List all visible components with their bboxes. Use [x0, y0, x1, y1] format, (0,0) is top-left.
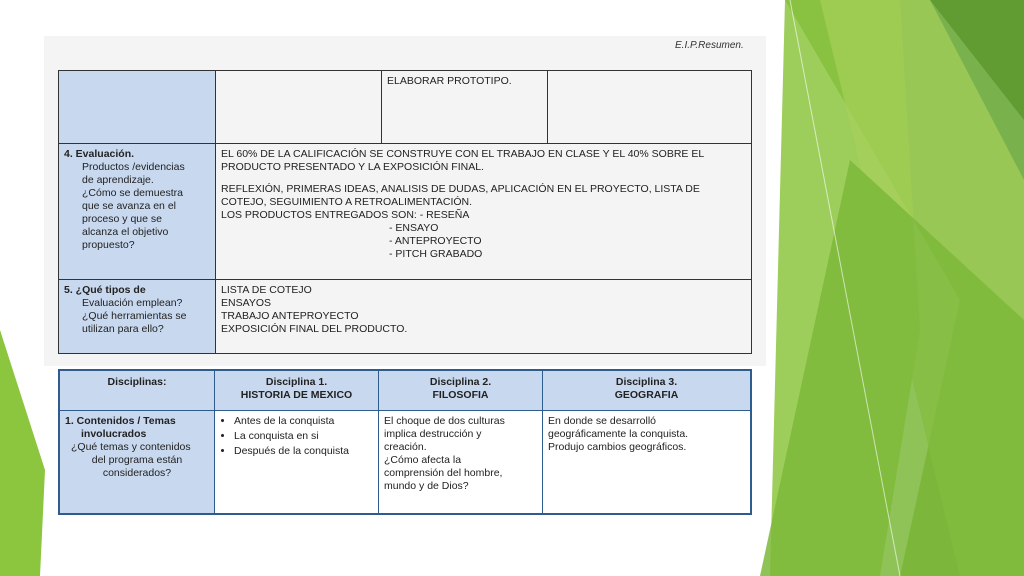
- table-row: [59, 144, 752, 280]
- list-item: • La conquista en si: [234, 430, 373, 443]
- text-line: En donde se desarrolló: [548, 414, 656, 427]
- tool-item: ENSAYOS: [221, 297, 271, 309]
- tool-item: LISTA DE COTEJO: [221, 284, 312, 296]
- header-line: GEOGRAFIA: [614, 389, 679, 401]
- grading-paragraph: EL 60% DE LA CALIFICACIÓN SE CONSTRUYE CON EL TRABAJO EN CLASE Y EL 40% SOBRE EL PRODUCTO PRESENTADO Y LA EXPOSICIÓN FINAL.: [221, 148, 704, 173]
- text-line: implica destrucción y: [384, 427, 482, 440]
- table-header-row: [59, 370, 751, 410]
- label-line: involucrados: [81, 427, 147, 440]
- label-line: del programa están: [91, 453, 183, 466]
- header-cell: [215, 370, 379, 410]
- label-line: propuesto?: [82, 239, 135, 251]
- header-cell: [59, 370, 215, 410]
- list-item: • Antes de la conquista: [234, 415, 373, 428]
- label-line: ¿Qué temas y contenidos: [71, 440, 191, 453]
- tool-item: TRABAJO ANTEPROYECTO: [221, 310, 359, 322]
- geography-cell: [543, 410, 752, 514]
- text-line: mundo y de Dios?: [384, 479, 469, 492]
- header-line: Disciplina 2.: [429, 376, 492, 388]
- header-cell: [543, 370, 752, 410]
- label-line: de aprendizaje.: [82, 174, 154, 186]
- header-line: Disciplina 3.: [615, 376, 678, 388]
- empty-cell: [216, 71, 382, 144]
- text-line: creación.: [384, 440, 427, 453]
- products-intro: LOS PRODUCTOS ENTREGADOS SON: - RESEÑA: [221, 209, 470, 221]
- label-line: Productos /evidencias: [82, 161, 185, 173]
- text-line: geográficamente la conquista.: [548, 427, 689, 440]
- label-line: ¿Cómo se demuestra: [82, 187, 183, 199]
- header-line: Disciplinas:: [107, 376, 167, 388]
- prototype-cell: ELABORAR PROTOTIPO.: [382, 71, 548, 144]
- label-line: 1. Contenidos / Temas: [65, 414, 176, 427]
- label-line: 5. ¿Qué tipos de: [64, 284, 146, 296]
- text-line: El choque de dos culturas: [384, 414, 505, 427]
- evaluation-content-cell: [216, 144, 752, 280]
- label-line: Evaluación emplean?: [82, 297, 183, 309]
- evaluation-label-cell: [59, 144, 216, 280]
- header-cell: [379, 370, 543, 410]
- table-row: [59, 71, 752, 144]
- header-line: Disciplina 1.: [265, 376, 328, 388]
- activities-paragraph: REFLEXIÓN, PRIMERAS IDEAS, ANALISIS DE DUDAS, APLICACIÓN EN EL PROYECTO, LISTA DE COTEJO, SEGUIMIENTO A RETROALIMENTACIÓN.: [221, 183, 700, 208]
- history-cell: [215, 410, 379, 514]
- label-line: proceso y que se: [82, 213, 162, 225]
- label-cell: [59, 71, 216, 144]
- table-row: [59, 280, 752, 354]
- tools-content-cell: [216, 280, 752, 354]
- empty-cell: [548, 71, 752, 144]
- label-line: ¿Qué herramientas se: [82, 310, 187, 322]
- tools-label-cell: [59, 280, 216, 354]
- list-item: • Después de la conquista: [234, 445, 373, 458]
- label-line: utilizan para ello?: [82, 323, 164, 335]
- header-line: HISTORIA DE MEXICO: [240, 389, 353, 401]
- label-line: considerados?: [102, 466, 172, 479]
- tool-item: EXPOSICIÓN FINAL DEL PRODUCTO.: [221, 323, 408, 335]
- header-note: E.I.P.Resumen.: [675, 40, 744, 51]
- philosophy-cell: [379, 410, 543, 514]
- header-line: FILOSOFIA: [432, 389, 489, 401]
- evaluation-table: [58, 70, 752, 354]
- evaluation-title: 4. Evaluación.: [64, 148, 135, 160]
- contents-label-cell: [59, 410, 215, 514]
- label-line: que se avanza en el: [82, 200, 176, 212]
- product-item: - ANTEPROYECTO: [389, 235, 482, 247]
- product-item: - ENSAYO: [389, 222, 439, 234]
- disciplines-table: [58, 369, 752, 515]
- label-line: alcanza el objetivo: [82, 226, 169, 238]
- product-item: - PITCH GRABADO: [389, 248, 483, 260]
- text-line: ¿Cómo afecta la: [384, 453, 462, 466]
- table-row: [59, 410, 751, 514]
- text-line: Produjo cambios geográficos.: [548, 440, 687, 453]
- text-line: comprensión del hombre,: [384, 466, 503, 479]
